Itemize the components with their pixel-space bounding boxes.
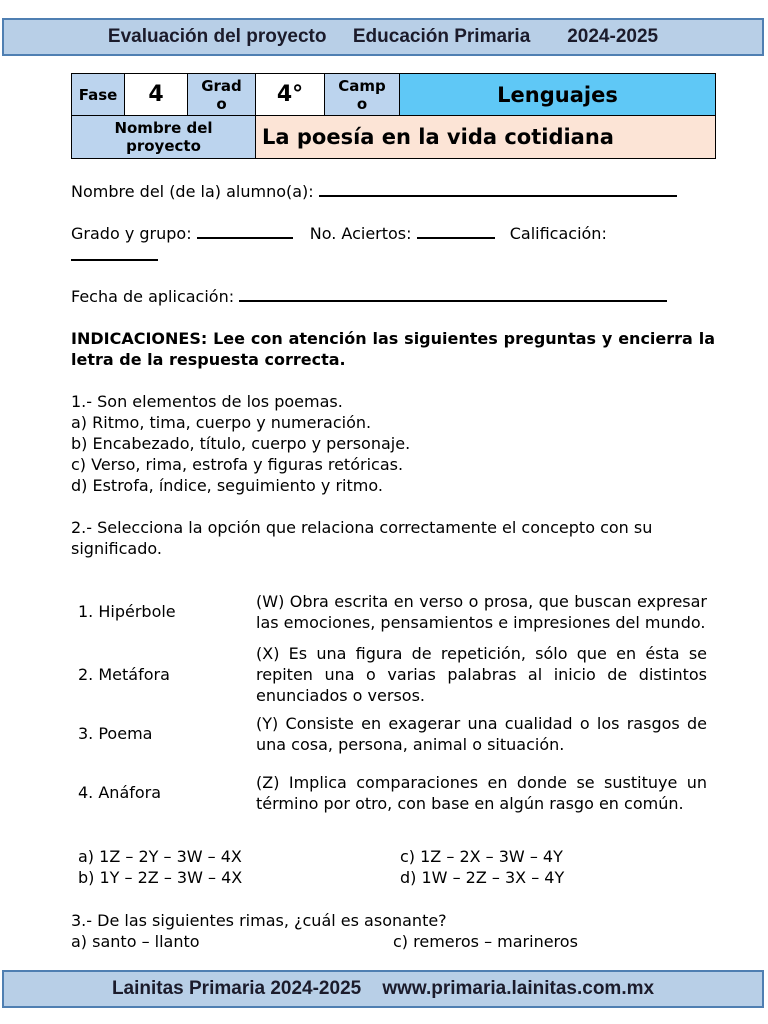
header-title: Evaluación del proyecto xyxy=(107,26,327,47)
question-1-option-b[interactable]: b) Encabezado, título, cuerpo y personaje. xyxy=(71,434,411,453)
matching-row xyxy=(71,643,715,706)
hits-label: No. Aciertos: xyxy=(309,224,412,243)
grade-row xyxy=(71,223,715,244)
question-1 xyxy=(71,391,715,496)
date-label: Fecha de aplicación: xyxy=(71,287,235,306)
header-banner xyxy=(2,18,764,56)
score-field[interactable] xyxy=(71,245,158,261)
question-3-option-c[interactable]: c) remeros – marineros xyxy=(393,932,578,951)
footer-brand: Lainitas Primaria 2024-2025 xyxy=(111,978,362,999)
date-field[interactable] xyxy=(239,286,667,302)
instructions: INDICACIONES: Lee con atención las siguientes preguntas y encierra la letra de la respuesta correcta. xyxy=(71,329,715,369)
student-name-field[interactable] xyxy=(319,181,677,197)
question-1-option-d[interactable]: d) Estrofa, índice, seguimiento y ritmo. xyxy=(71,476,383,495)
grado-label: Grado xyxy=(188,74,256,116)
grade-field[interactable] xyxy=(197,223,293,239)
question-2-options xyxy=(78,846,718,888)
matching-term: 1. Hipérbole xyxy=(78,602,176,621)
student-name-row xyxy=(71,181,715,202)
matching-table xyxy=(71,580,715,824)
footer-url[interactable]: www.primaria.lainitas.com.mx xyxy=(382,978,655,999)
question-2-option-b[interactable]: b) 1Y – 2Z – 3W – 4X xyxy=(78,868,243,887)
fase-label: Fase xyxy=(72,74,125,116)
grade-label: Grado y grupo: xyxy=(71,224,192,243)
fase-value: 4 xyxy=(125,74,188,116)
header-year: 2024-2025 xyxy=(567,26,659,47)
question-1-option-c[interactable]: c) Verso, rima, estrofa y figuras retóricas. xyxy=(71,455,404,474)
student-name-label: Nombre del (de la) alumno(a): xyxy=(71,182,314,201)
nombre-proyecto-value: La poesía en la vida cotidiana xyxy=(256,116,716,159)
matching-row xyxy=(71,706,715,761)
question-2-option-c[interactable]: c) 1Z – 2X – 3W – 4Y xyxy=(400,847,563,866)
question-2-text: 2.- Selecciona la opción que relaciona correctamente el concepto con su significado. xyxy=(71,518,653,558)
matching-term: 3. Poema xyxy=(78,724,153,743)
project-info-table xyxy=(71,73,716,159)
matching-definition: (X) Es una figura de repetición, sólo que en ésta se repiten una o varias palabras al inicio de distintos enunciados o versos. xyxy=(256,644,707,705)
matching-term: 4. Anáfora xyxy=(78,783,162,802)
date-row xyxy=(71,286,715,307)
header-level: Educación Primaria xyxy=(352,26,531,47)
matching-row xyxy=(71,580,715,643)
matching-row xyxy=(71,761,715,824)
question-2-option-a[interactable]: a) 1Z – 2Y – 3W – 4X xyxy=(78,847,242,866)
campo-value: Lenguajes xyxy=(400,74,716,116)
matching-term: 2. Metáfora xyxy=(78,665,170,684)
grado-value: 4° xyxy=(256,74,325,116)
matching-definition: (Z) Implica comparaciones en donde se sustituye un término por otro, con base en algún rasgo en común. xyxy=(256,772,707,813)
score-label: Calificación: xyxy=(509,224,607,243)
question-1-text: 1.- Son elementos de los poemas. xyxy=(71,392,343,411)
question-3-option-a[interactable]: a) santo – llanto xyxy=(71,932,200,951)
nombre-proyecto-label: Nombre del proyecto xyxy=(72,116,256,159)
question-3-text: 3.- De las siguientes rimas, ¿cuál es asonante? xyxy=(71,911,447,930)
hits-field[interactable] xyxy=(417,223,495,239)
question-1-option-a[interactable]: a) Ritmo, tima, cuerpo y numeración. xyxy=(71,413,372,432)
matching-definition: (Y) Consiste en exagerar una cualidad o los rasgos de una cosa, persona, animal o situación. xyxy=(256,713,707,754)
footer-banner xyxy=(2,970,764,1008)
matching-definition: (W) Obra escrita en verso o prosa, que buscan expresar las emociones, pensamientos e impresiones del mundo. xyxy=(256,591,707,632)
question-3 xyxy=(71,910,715,952)
question-2-option-d[interactable]: d) 1W – 2Z – 3X – 4Y xyxy=(400,868,565,887)
score-field-row xyxy=(71,245,715,266)
campo-label: Campo xyxy=(325,74,400,116)
